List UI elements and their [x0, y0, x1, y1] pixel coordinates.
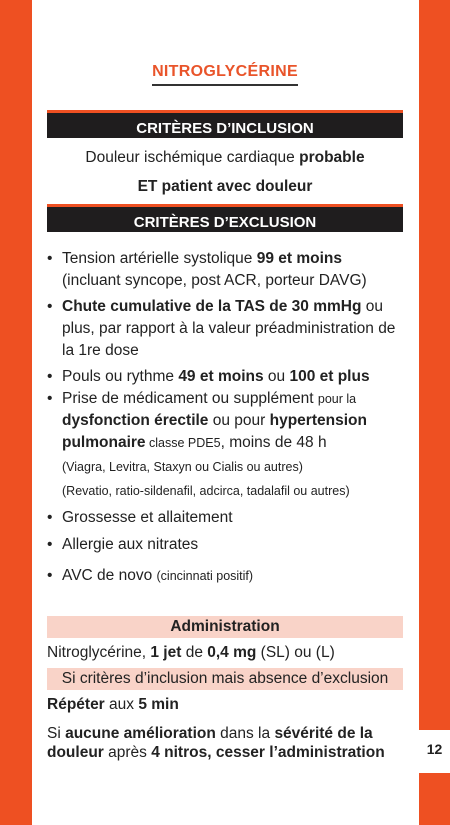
- text-bold: dysfonction érectile: [62, 412, 209, 429]
- exclusion-item-stroke: [47, 565, 403, 587]
- text: Tension artérielle systolique: [62, 250, 257, 267]
- text-small: pour la: [317, 392, 357, 406]
- inclusion-header: CRITÈRES D’INCLUSION: [47, 110, 403, 138]
- text: aux: [104, 696, 139, 713]
- exclusion-header: CRITÈRES D’EXCLUSION: [47, 204, 403, 232]
- exclusion-item-pregnancy: [47, 507, 403, 529]
- text: , moins de 48 h: [220, 434, 327, 451]
- text: dans la: [215, 725, 275, 742]
- brand-note-2: (Revatio, ratio-sildenafil, adcirca, tadalafil ou autres): [62, 484, 350, 498]
- text-bold: aucune amélioration: [65, 725, 216, 742]
- exclusion-item-bp: [47, 248, 403, 292]
- inclusion-line-2: [47, 176, 403, 198]
- text-bold: 99 et moins: [256, 250, 342, 267]
- text: ou plus, par rapport à la valeur préadministration de la 1re dose: [62, 298, 396, 359]
- text: Prise de médicament ou supplément: [62, 390, 318, 407]
- repeat-line: [47, 694, 403, 716]
- administration-header: Administration: [47, 616, 403, 638]
- text-bold: 5 min: [138, 696, 179, 713]
- text-bold: 1 jet: [150, 644, 182, 661]
- exclusion-item-medication: [47, 388, 403, 502]
- text-bold: 49 et moins: [178, 368, 264, 385]
- text-bold: sévérité de la douleur: [47, 725, 373, 761]
- page-number: 12: [426, 741, 443, 757]
- text-bold: 100 et plus: [289, 368, 370, 385]
- brand-note-1: (Viagra, Levitra, Staxyn ou Cialis ou autres): [62, 460, 303, 474]
- text: Si: [47, 725, 66, 742]
- text: ou pour: [208, 412, 270, 429]
- exclusion-list: [47, 248, 403, 587]
- text: (SL) ou (L): [256, 644, 335, 661]
- page-title-wrapper: [47, 63, 403, 86]
- dose-line: [47, 642, 403, 664]
- exclusion-item-pulse: [47, 366, 403, 388]
- inclusion-condition: ET patient avec douleur: [137, 178, 313, 195]
- text-bold: hypertension pulmonaire: [62, 412, 367, 451]
- condition-line: Si critères d’inclusion mais absence d’exclusion: [47, 668, 403, 690]
- inclusion-emphasis: probable: [299, 149, 365, 166]
- page-title: NITROGLYCÉRINE: [152, 63, 298, 86]
- exclusion-item-allergy: [47, 534, 403, 556]
- text: AVC de novo: [62, 567, 157, 584]
- left-color-band: [0, 0, 32, 825]
- stop-instruction: [47, 724, 403, 762]
- text: de: [181, 644, 208, 661]
- text: Grossesse et allaitement: [62, 509, 233, 526]
- text: (incluant syncope, post ACR, porteur DAVG): [62, 272, 367, 289]
- right-color-band-top: [419, 0, 450, 730]
- text-small: classe PDE5: [145, 436, 221, 450]
- text: ou: [263, 368, 290, 385]
- text: après: [103, 744, 152, 761]
- text: Pouls ou rythme: [62, 368, 179, 385]
- right-color-band-bottom: [419, 773, 450, 825]
- exclusion-item-drop: [47, 296, 403, 362]
- text: Nitroglycérine,: [47, 644, 151, 661]
- inclusion-line-1: [47, 147, 403, 169]
- inclusion-text: Douleur ischémique cardiaque: [85, 149, 300, 166]
- text-small: (cincinnati positif): [156, 569, 254, 583]
- text-bold: 4 nitros, cesser l’administration: [151, 744, 385, 761]
- text-bold: Répéter: [47, 696, 105, 713]
- text: Allergie aux nitrates: [62, 536, 199, 553]
- text-bold: Chute cumulative de la TAS de 30 mmHg: [62, 298, 362, 315]
- text-bold: 0,4 mg: [207, 644, 257, 661]
